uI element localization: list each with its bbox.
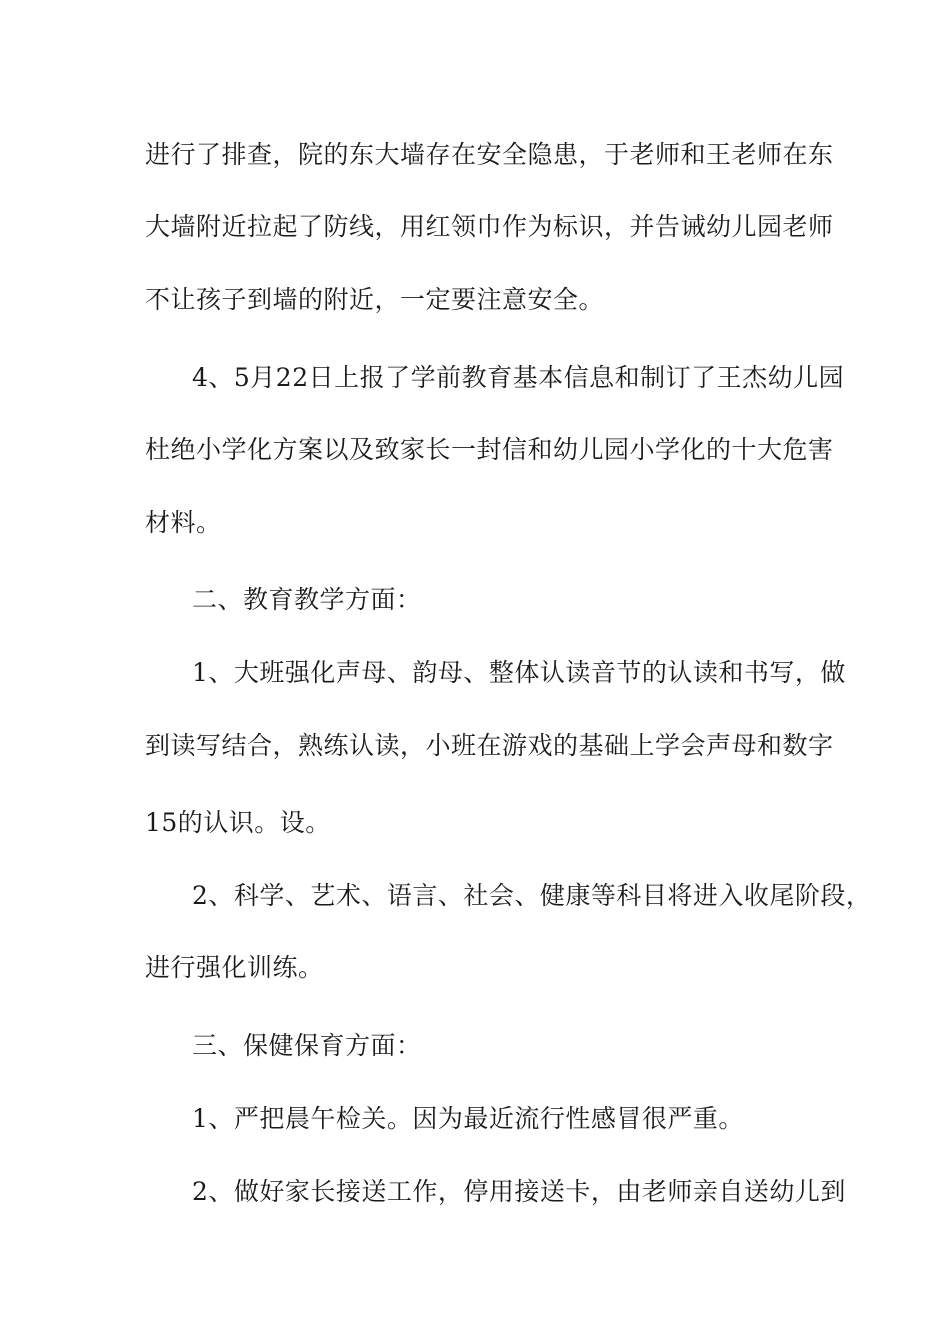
paragraph-line-15: 2、做好家长接送工作，停用接送卡，由老师亲自送幼儿到 — [192, 1177, 846, 1206]
paragraph-line-6: 材料。 — [145, 508, 222, 537]
section-heading-health: 三、保健保育方面： — [192, 1031, 422, 1060]
paragraph-line-10: 15的认识。设。 — [145, 808, 331, 837]
paragraph-line-3: 不让孩子到墙的附近，一定要注意安全。 — [145, 285, 605, 314]
paragraph-line-9: 到读写结合，熟练认读，小班在游戏的基础上学会声母和数字 — [145, 731, 834, 760]
paragraph-line-14: 1、严把晨午检关。因为最近流行性感冒很严重。 — [192, 1104, 744, 1133]
section-heading-education: 二、教育教学方面： — [192, 585, 422, 614]
paragraph-line-8: 1、大班强化声母、韵母、整体认读音节的认读和书写，做 — [192, 658, 846, 687]
paragraph-line-2: 大墙附近拉起了防线，用红领巾作为标识，并告诫幼儿园老师 — [145, 212, 834, 241]
paragraph-line-5: 杜绝小学化方案以及致家长一封信和幼儿园小学化的十大危害 — [145, 435, 834, 464]
paragraph-line-1: 进行了排查，院的东大墙存在安全隐患，于老师和王老师在东 — [145, 140, 834, 169]
paragraph-line-11: 2、科学、艺术、语言、社会、健康等科目将进入收尾阶段， — [192, 881, 872, 910]
paragraph-line-12: 进行强化训练。 — [145, 953, 324, 982]
paragraph-line-4: 4、5月22日上报了学前教育基本信息和制订了王杰幼儿园 — [192, 363, 845, 392]
